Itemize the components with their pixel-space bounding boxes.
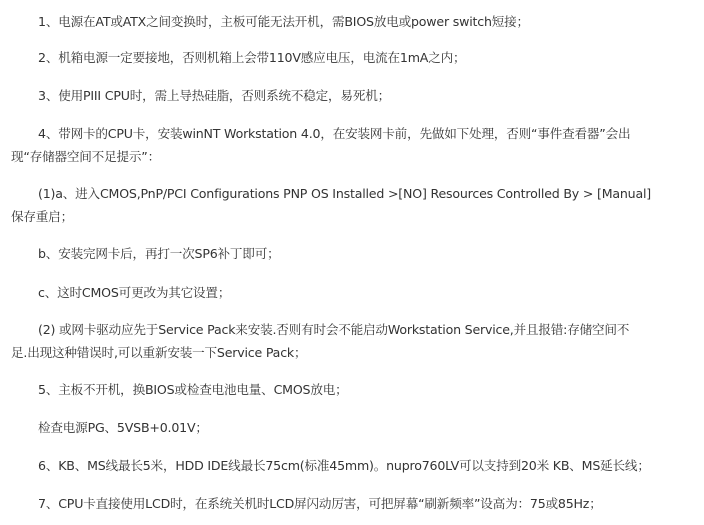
paragraph-11: [11, 454, 695, 477]
paragraph-5-line-1: (1)a、进入CMOS,PnP/PCI Configurations PNP OS Installed >[NO] Resources Controlled By > [Manual]: [38, 186, 651, 201]
paragraph-8: [11, 318, 695, 364]
paragraph-8-line-2: 足.出现这种错误时,可以重新安装一下Service Pack；: [11, 345, 307, 360]
paragraph-11-line-1: 6、KB、MS线最长5米，HDD IDE线最长75cm(标准45mm)。nupro760LV可以支持到20米 KB、MS延长线；: [38, 458, 650, 473]
paragraph-8-line-1: (2) 或网卡驱动应先于Service Pack来安装.否则有时会不能启动Workstation Service,并且报错:存储空间不: [38, 322, 630, 337]
paragraph-12: [11, 492, 695, 515]
paragraph-7: [11, 281, 695, 304]
paragraph-12-line-1: 7、CPU卡直接使用LCD时，在系统关机时LCD屏闪动厉害，可把屏幕“刷新频率”设高为：75或85Hz；: [38, 496, 602, 511]
paragraph-4-line-2: 现“存储器空间不足提示”：: [11, 149, 160, 164]
paragraph-6: [11, 242, 695, 265]
paragraph-6-line-1: b、安装完网卡后，再打一次SP6补丁即可；: [38, 246, 280, 261]
paragraph-7-line-1: c、这时CMOS可更改为其它设置；: [38, 285, 231, 300]
paragraph-2: [11, 46, 695, 69]
paragraph-5: [11, 182, 695, 228]
paragraph-10-line-1: 检查电源PG、5VSB+0.01V；: [38, 420, 208, 435]
paragraph-9-line-1: 5、主板不开机，换BIOS或检查电池电量、CMOS放电；: [38, 382, 348, 397]
paragraph-4: [11, 122, 695, 168]
paragraph-10: [11, 416, 695, 439]
paragraph-4-line-1: 4、带网卡的CPU卡，安装winNT Workstation 4.0，在安装网卡前，先做如下处理，否则“事件查看器”会出: [38, 126, 631, 141]
paragraph-3-line-1: 3、使用PIII CPU时，需上导热硅脂，否则系统不稳定，易死机；: [38, 88, 391, 103]
paragraph-1: [11, 10, 695, 33]
paragraph-3: [11, 84, 695, 107]
paragraph-2-line-1: 2、机箱电源一定要接地，否则机箱上会带110V感应电压，电流在1mA之内；: [38, 50, 466, 65]
paragraph-5-line-2: 保存重启；: [11, 209, 73, 224]
paragraph-1-line-1: 1、电源在AT或ATX之间变换时，主板可能无法开机，需BIOS放电或power switch短接；: [38, 14, 529, 29]
paragraph-9: [11, 378, 695, 401]
